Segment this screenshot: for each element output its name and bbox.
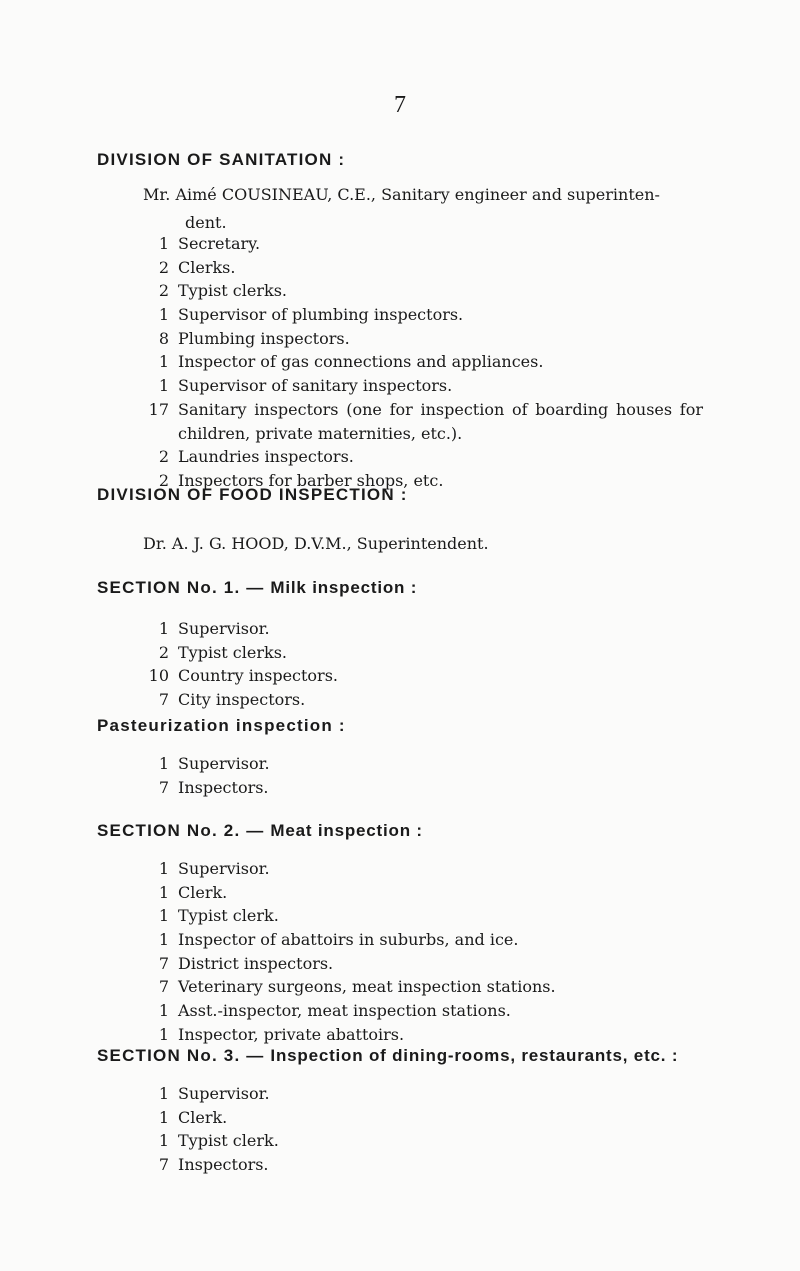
list-item: 1 Inspector of gas connections and appliances.: [158, 352, 544, 372]
list-item: 1 Typist clerk.: [158, 906, 279, 926]
list-item: 7 Inspectors.: [158, 1155, 269, 1175]
page-number: 7: [394, 92, 406, 118]
list-item: 2 Laundries inspectors.: [158, 447, 354, 467]
list-item: 7 Veterinary surgeons, meat inspection stations.: [158, 977, 556, 997]
list-item: 8 Plumbing inspectors.: [158, 328, 350, 348]
sanitation-lead-line2: dent.: [185, 212, 227, 232]
pasteurization-heading: Pasteurization inspection :: [97, 716, 346, 735]
list-item: 1 Clerk.: [158, 1107, 228, 1127]
list-item: 1 Supervisor.: [158, 1084, 270, 1103]
sanitation-heading: DIVISION OF SANITATION :: [97, 150, 346, 169]
list-item: 1 Supervisor.: [158, 619, 270, 638]
list-item: 7 District inspectors.: [158, 953, 334, 973]
section2-list: [143, 857, 556, 1047]
list-item: 1 Supervisor.: [158, 754, 270, 773]
list-item: 2 Typist clerks.: [158, 281, 287, 301]
list-item: 2 Typist clerks.: [158, 642, 287, 662]
list-item: 2 Clerks.: [158, 257, 236, 277]
list-item: 1 Inspector, private abattoirs.: [158, 1024, 405, 1044]
food-lead: Dr. A. J. G. HOOD, D.V.M., Superintendent.: [143, 534, 489, 553]
sanitation-list: [143, 232, 703, 493]
list-item: 1 Inspector of abattoirs in suburbs, and ice.: [158, 930, 519, 950]
list-item: 10 Country inspectors.: [148, 666, 338, 686]
section1-list: [143, 617, 338, 712]
section1-heading: [97, 578, 417, 598]
list-item: 1 Secretary.: [158, 234, 261, 253]
section2-heading-label: SECTION No. 2. —: [97, 821, 271, 840]
list-item: 1 Clerk.: [158, 882, 228, 902]
section1-heading-title: Milk inspection :: [270, 578, 418, 597]
section3-heading-title: Inspection of dining-rooms, restaurants, etc. :: [270, 1046, 679, 1065]
section2-heading-title: Meat inspection :: [270, 821, 423, 840]
list-item: 1 Supervisor.: [158, 859, 270, 878]
list-item: 1 Supervisor of plumbing inspectors.: [158, 305, 464, 325]
list-item: 7 Inspectors.: [158, 777, 269, 797]
sanitation-lead: [143, 181, 703, 236]
food-heading: DIVISION OF FOOD INSPECTION :: [97, 485, 408, 504]
list-item: 1 Typist clerk.: [158, 1131, 279, 1151]
section2-heading: [97, 821, 423, 841]
section3-list: [143, 1082, 279, 1177]
list-item: 17 Sanitary inspectors (one for inspection of boarding houses for children, private maternities, etc.).: [148, 399, 703, 443]
pasteurization-list: [143, 752, 270, 799]
list-item: 2 Inspectors for barber shops, etc.: [158, 470, 444, 490]
list-item: 1 Supervisor of sanitary inspectors.: [158, 376, 453, 396]
sanitation-lead-line1: Mr. Aimé COUSINEAU, C.E., Sanitary engineer and superinten-: [143, 185, 660, 204]
list-item: 7 City inspectors.: [158, 690, 306, 710]
section3-heading-label: SECTION No. 3. —: [97, 1046, 271, 1065]
list-item: 1 Asst.-inspector, meat inspection stations.: [158, 1001, 511, 1021]
section1-heading-label: SECTION No. 1. —: [97, 578, 271, 597]
section3-heading: [97, 1046, 678, 1066]
